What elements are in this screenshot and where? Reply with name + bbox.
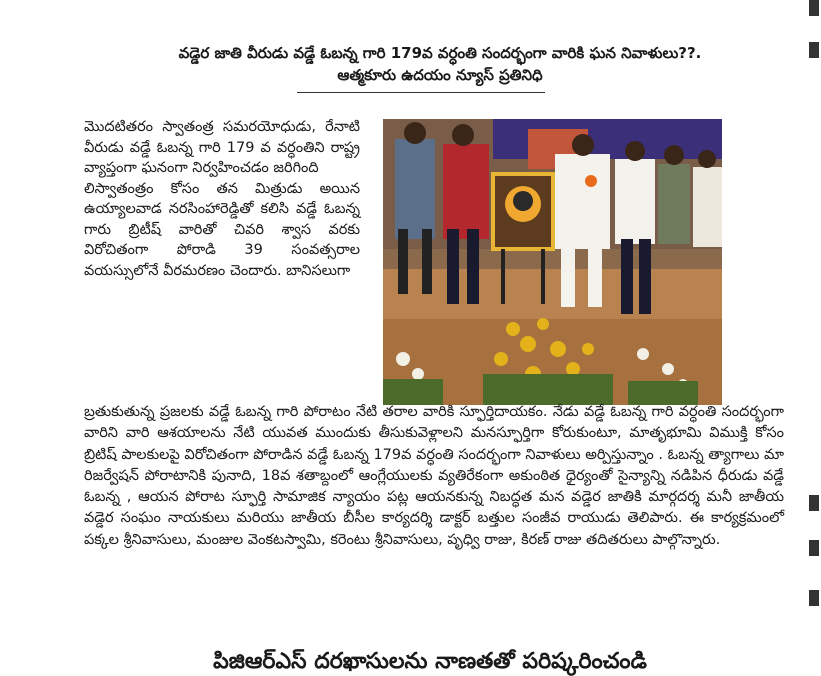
- next-article-headline: పిజిఆర్ఎస్ దరఖాసులను నాణతతో పరిష్కరించండి: [213, 649, 647, 674]
- article-headline: [120, 42, 760, 86]
- adjacent-column-mark: [809, 0, 819, 16]
- byline: ఆత్మకూరు ఉదయం న్యూస్ ప్రతినిధి: [337, 66, 543, 84]
- adjacent-column-mark: [809, 540, 819, 556]
- byline-underline: [297, 92, 545, 93]
- event-photo: [383, 119, 722, 405]
- article-column-text: [84, 117, 360, 281]
- adjacent-column-mark: [809, 42, 819, 58]
- adjacent-column-mark: [809, 590, 819, 606]
- column-paragraph-1: మొదటితరం స్వాతంత్ర సమరయోధుడు, రేనాటి వీరుడు వడ్డే ఓబన్న గారి 179 వ వర్ధంతిని రాష్ట్ర వ్యాప్తంగా ఘనంగా నిర్వహించడం జరిగింది: [84, 119, 360, 176]
- full-paragraph: బ్రతుకుతున్న ప్రజలకు వడ్డే ఓబన్న గారి పోరాటం నేటి తరాల వారికి స్ఫూర్తిదాయకం. నేడు వడ్డే ఓబన్న గారి వర్ధంతి సందర్భంగా వారిని వారి ఆశయాలను నేటి యువత ముందుకు తీసుకువెళ్లాలని మనస్ఫూర్తిగా కోరుకుంటూ, మాతృభూమి విముక్తి కోసం బ్రిటిష్ పాలకులపై విరోచితంగా పోరాడిన వడ్డే ఓబన్న 179వ వర్ధంతి సందర్భంగా నివాళులు అర్పిస్తున్నాం . ఓబన్న త్యాగాలు మా రిజర్వేషన్ పోరాటానికి పునాది, 18వ శతాబ్దంలో ఆంగ్లేయులకు వ్యతిరేకంగా అకుంఠిత ధైర్యంతో సైన్యాన్ని నడిపిన ధీరుడు వడ్డే ఓబన్న , ఆయన పోరాట స్ఫూర్తి సామాజిక న్యాయం పట్ల ఆయనకున్న నిబద్ధత మన వడ్డెర జాతికి మార్గదర్శ మనీ జాతీయ వడ్డెర సంఘం నాయకులు మరియు జాతీయ బీసీల కార్యదర్శి డాక్టర్ బత్తుల సంజీవ రాయుడు తెలిపారు. ఈ కార్యక్రమంలో పక్కల శ్రీనివాసులు, మంజుల వెంకటస్వామి, కరెంటు శ్రీనివాసులు, పృధ్వి రాజు, కిరణ్ రాజు తదితరులు పాల్గొన్నారు.: [84, 404, 784, 548]
- headline-text: వడ్డెర జాతి వీరుడు వడ్డే ఓబన్న గారి 179వ వర్ధంతి సందర్భంగా వారికి ఘన నివాళులు??.: [178, 44, 702, 62]
- column-paragraph-2: లిస్వాతంత్రం కోసం తన మిత్రుడు అయిన ఉయ్యాలవాడ నరసింహారెడ్డితో కలిసి వడ్డే ఓబన్న గారు బ్రిటీష్ వారితో చివరి శ్వాస వరకు విరోచితంగా పోరాడి 39 సంవత్సరాల వయస్సులోనే వీరమరణం చెందారు. బానిసలుగా: [84, 180, 360, 279]
- adjacent-column-mark: [809, 495, 819, 511]
- article-full-width-text: [84, 402, 784, 551]
- event-photo-illustration: [383, 119, 722, 405]
